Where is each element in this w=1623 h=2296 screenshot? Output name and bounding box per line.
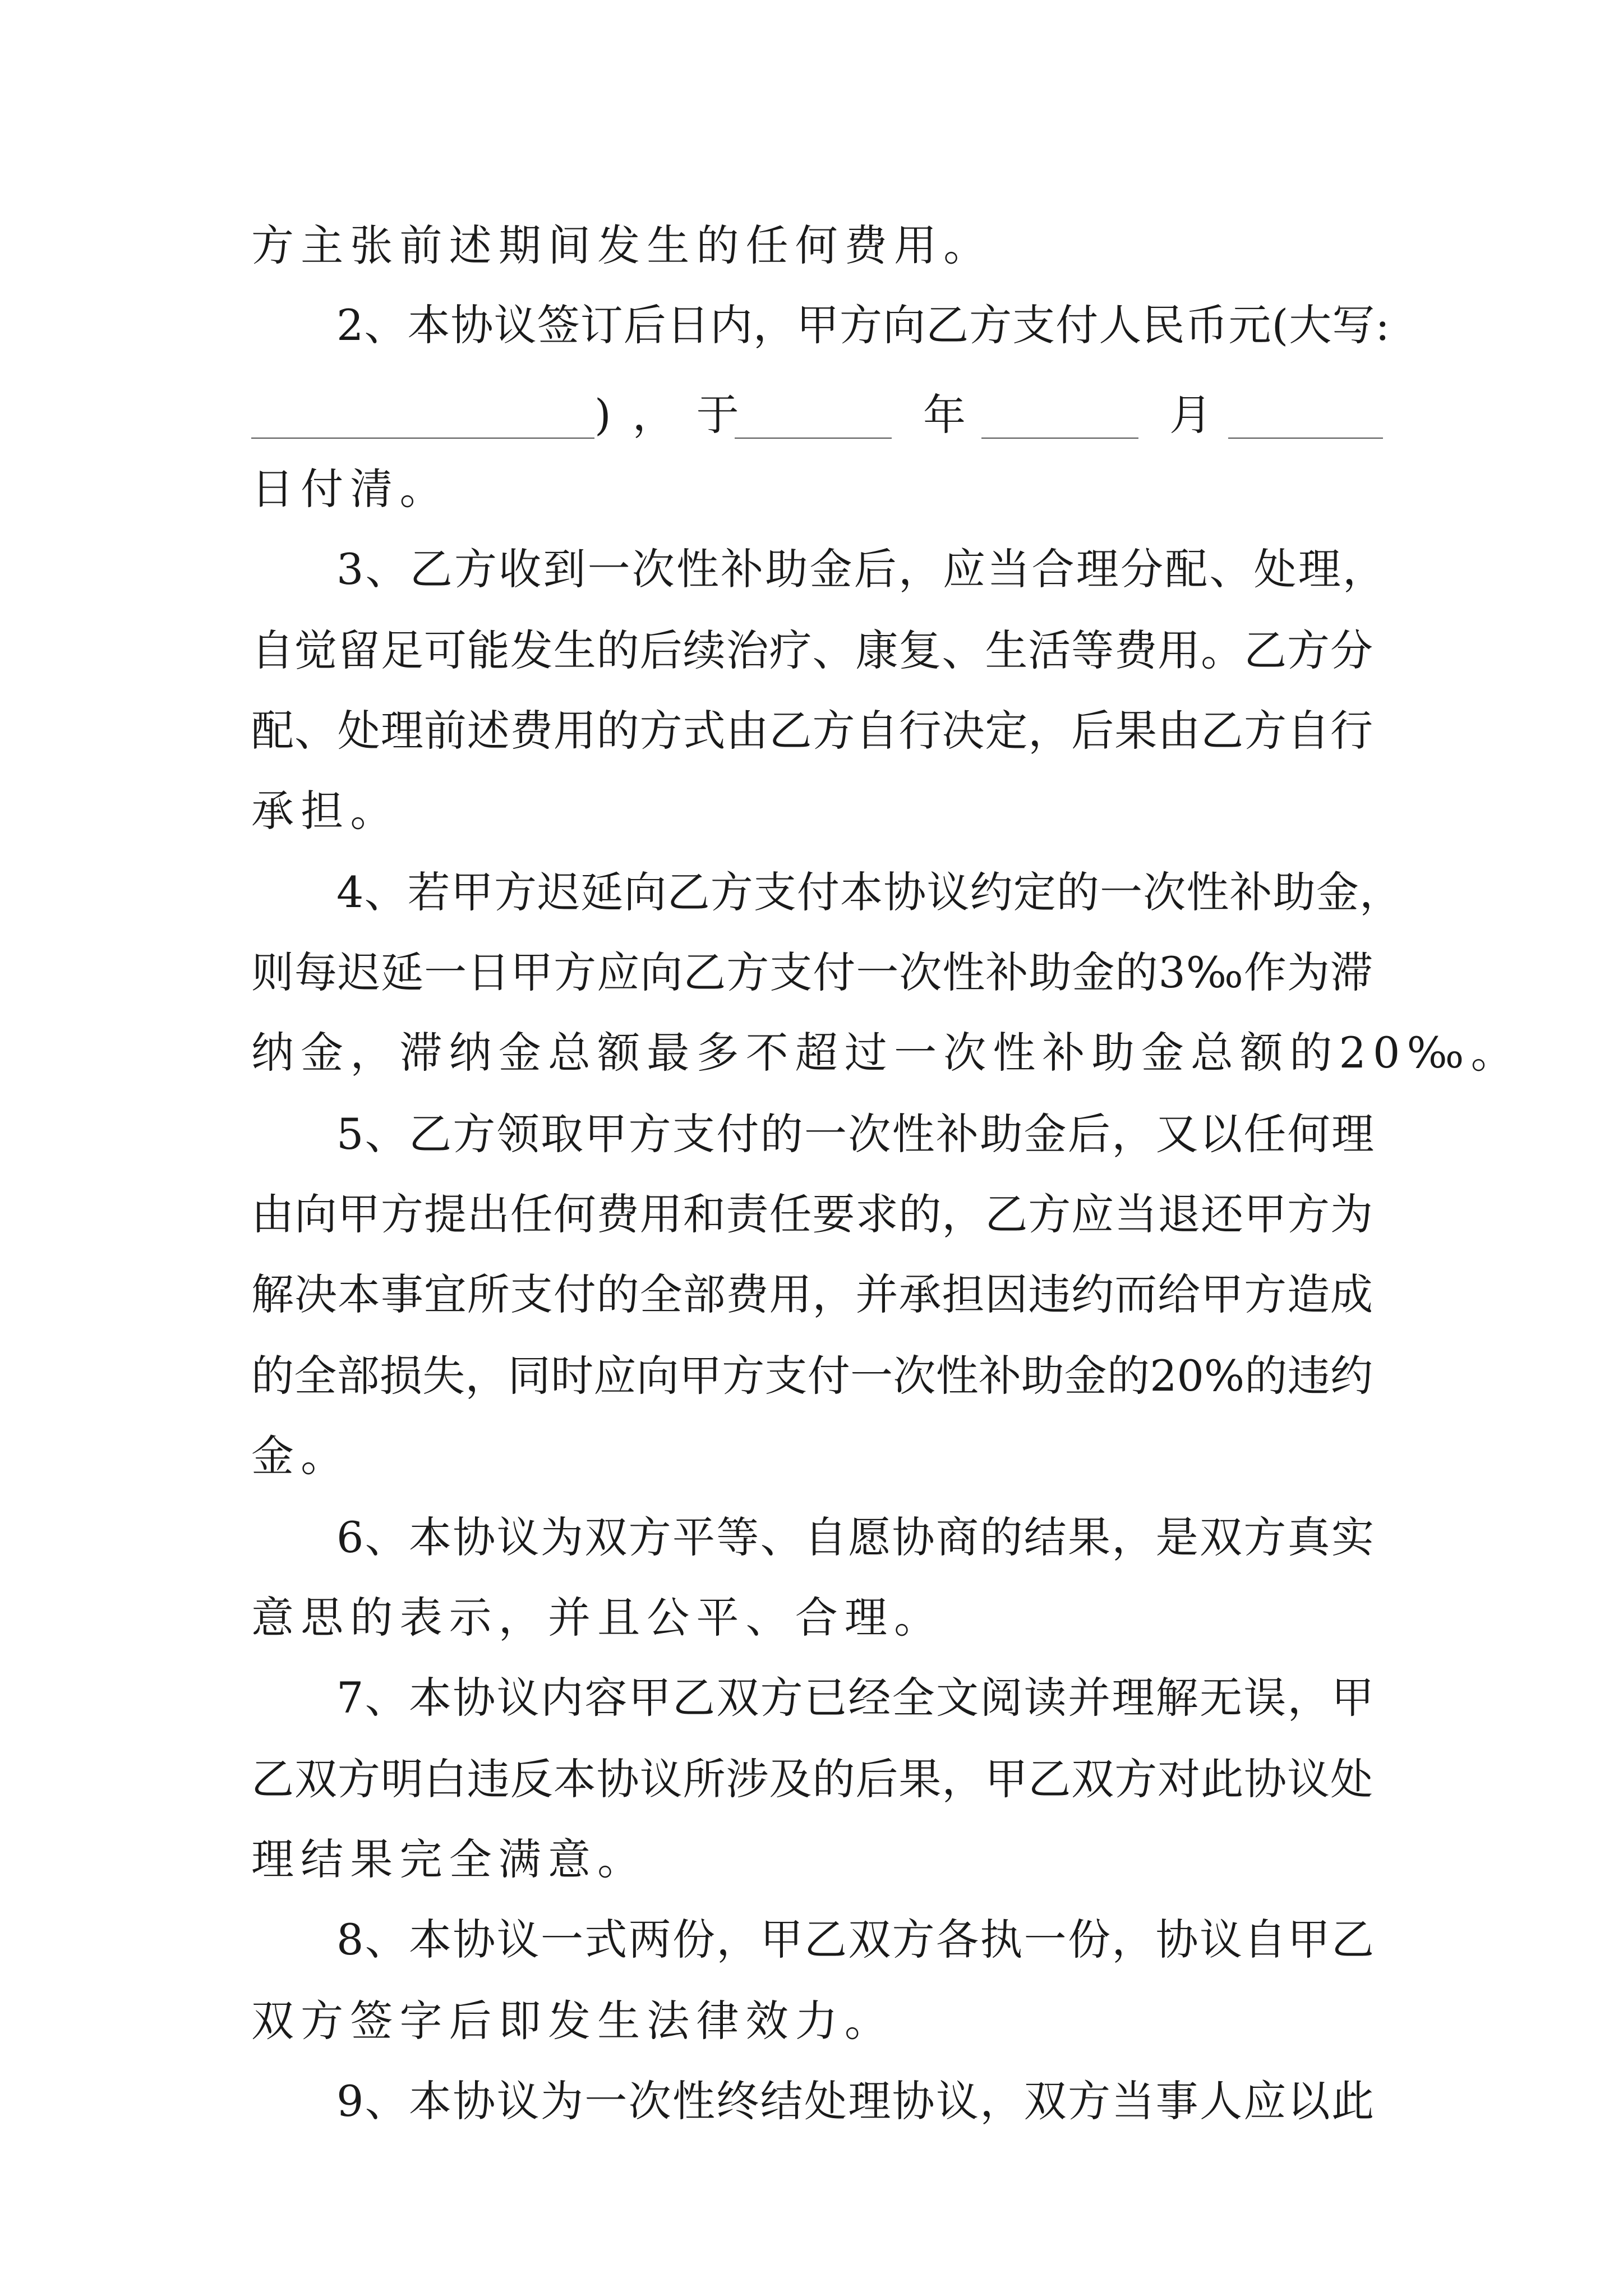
- year-label: 年: [923, 390, 966, 440]
- clause-5-line-1: 5、乙方领取甲方支付的一次性补助金后，又以任何理: [336, 1109, 1374, 1159]
- text-line: 方主张前述期间发生的任何费用。: [251, 220, 993, 270]
- clause-2-line-1: 2、本协议签订后日内，甲方向乙方支付人民币元(大写:: [336, 300, 1390, 350]
- text-line: 自觉留足可能发生的后续治疗、康复、生活等费用。乙方分: [251, 625, 1373, 675]
- clause-9-line-1: 9、本协议为一次性终结处理协议，双方当事人应以此: [336, 2076, 1374, 2126]
- payment-date-blanks: [251, 387, 1373, 443]
- amount-blank: [251, 438, 594, 439]
- text-line: 则每迟延一日甲方应向乙方支付一次性补助金的3‰作为滞: [251, 947, 1373, 997]
- clause-3-line-1: 3、乙方收到一次性补助金后，应当合理分配、处理，: [336, 544, 1385, 594]
- clause-8-line-1: 8、本协议一式两份，甲乙双方各执一份，协议自甲乙: [336, 1915, 1374, 1964]
- text-line: 日付清。: [251, 464, 449, 514]
- text-line: 纳金，滞纳金总额最多不超过一次性补助金总额的20‰。: [251, 1028, 1520, 1078]
- text-line: 理结果完全满意。: [251, 1834, 647, 1884]
- text-line: 配、处理前述费用的方式由乙方自行决定，后果由乙方自行: [251, 706, 1373, 756]
- year-blank: [735, 438, 892, 439]
- close-paren-text: )，于: [594, 390, 760, 440]
- month-blank: [981, 438, 1138, 439]
- text-line: 由向甲方提出任何费用和责任要求的，乙方应当退还甲方为: [251, 1189, 1373, 1239]
- clause-4-line-1: 4、若甲方迟延向乙方支付本协议约定的一次性补助金，: [336, 867, 1402, 917]
- text-line: 金。: [251, 1431, 351, 1481]
- text-line: 意思的表示，并且公平、合理。: [251, 1593, 944, 1642]
- text-line: 解决本事宜所支付的全部费用，并承担因违约而给甲方造成: [251, 1269, 1373, 1319]
- text-line: 双方签字后即发生法律效力。: [251, 1996, 895, 2046]
- clause-6-line-1: 6、本协议为双方平等、自愿协商的结果，是双方真实: [336, 1512, 1374, 1562]
- clause-7-line-1: 7、本协议内容甲乙双方已经全文阅读并理解无误，甲: [336, 1673, 1374, 1723]
- day-blank: [1228, 438, 1383, 439]
- text-line: 承担。: [251, 786, 400, 836]
- month-label: 月: [1169, 390, 1212, 440]
- text-line: 乙双方明白违反本协议所涉及的后果，甲乙双方对此协议处: [251, 1754, 1373, 1804]
- text-line: 的全部损失，同时应向甲方支付一次性补助金的20%的违约: [251, 1351, 1373, 1401]
